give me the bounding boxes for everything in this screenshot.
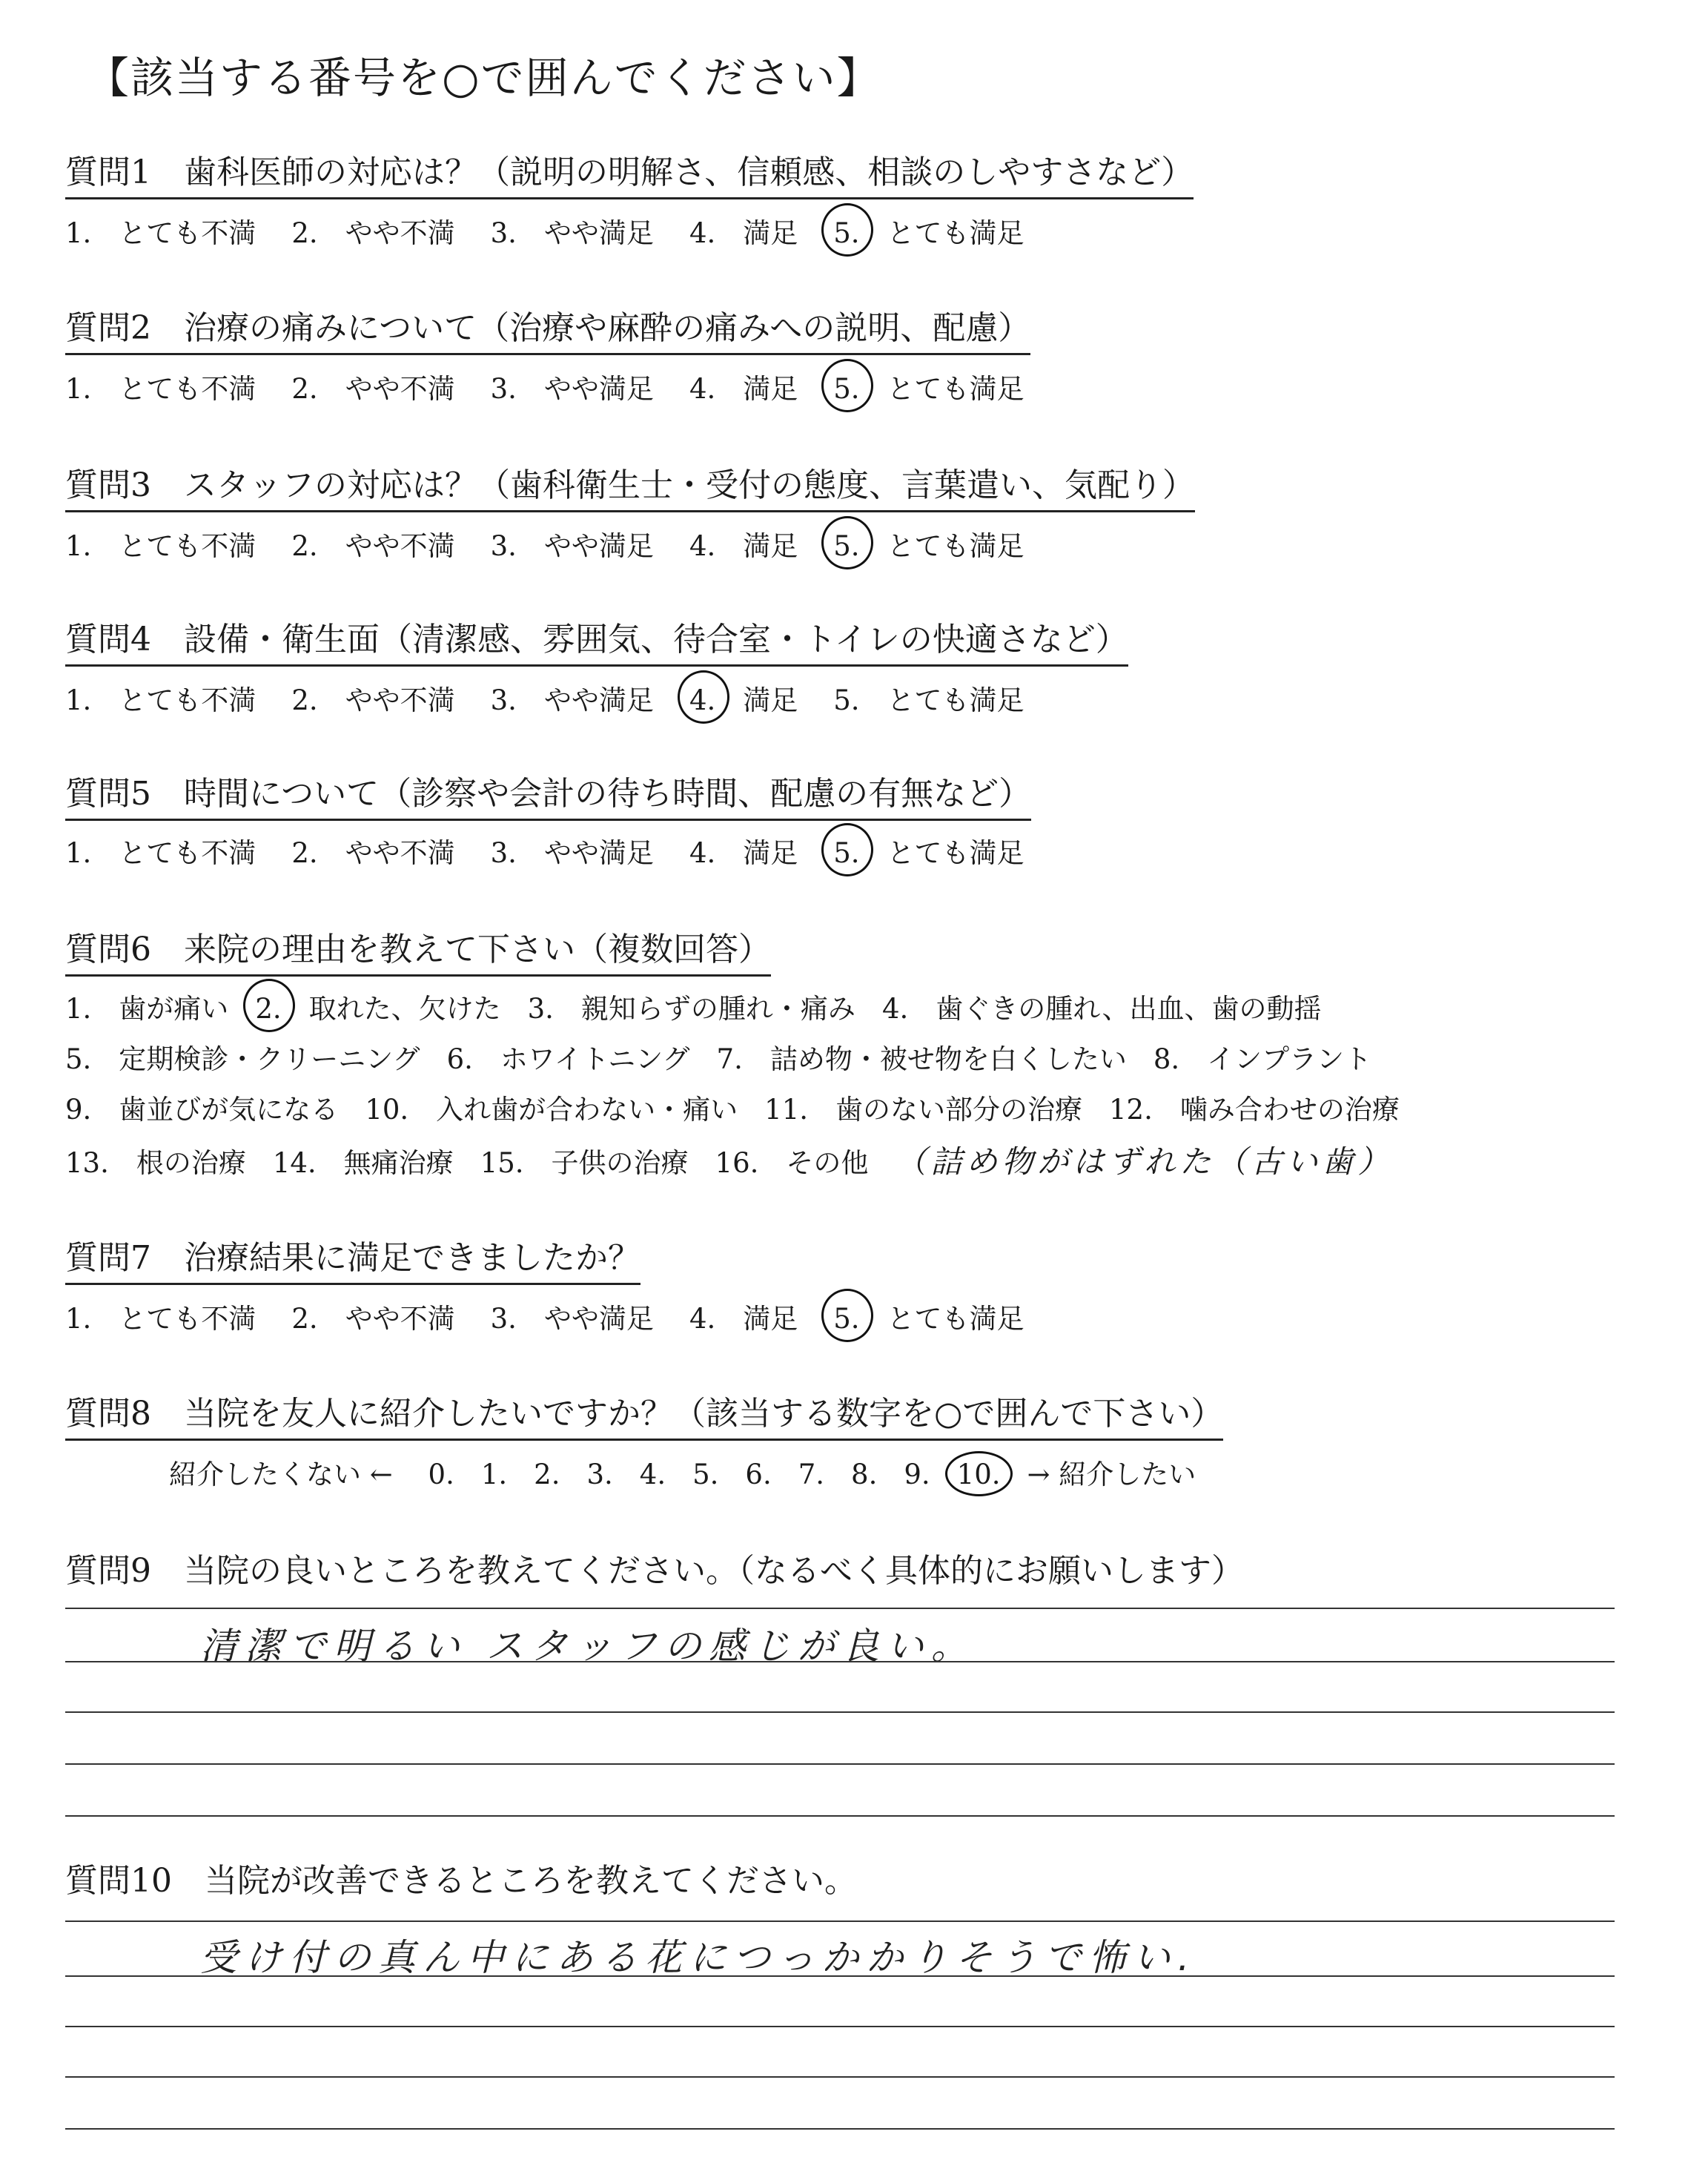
option-label: 2. 取れた、欠けた	[255, 993, 501, 1025]
option-label: 2. やや不満	[291, 1303, 455, 1335]
scale-number-label: 6.	[745, 1459, 772, 1490]
reason-15	[480, 1140, 689, 1180]
answer-line	[65, 1608, 1615, 1609]
page-title: 【該当する番号を○で囲んでください】	[86, 53, 881, 103]
option-label: 4. 満足	[689, 217, 798, 249]
question-6-title: 質問6 来院の理由を教えて下さい（複数回答）	[65, 922, 771, 977]
option-4	[689, 211, 798, 251]
scale-number-label: 0.	[428, 1459, 454, 1490]
answer-line	[65, 1661, 1615, 1662]
reason-7	[717, 1037, 1127, 1077]
option-2	[291, 1296, 454, 1336]
answer-line	[65, 1975, 1615, 1977]
option-label: 4. 満足	[689, 530, 798, 562]
reason-13	[65, 1140, 246, 1180]
option-label: 3. 親知らずの腫れ・痛み	[527, 993, 855, 1025]
option-3	[491, 678, 654, 718]
option-label: 5. とても満足	[833, 217, 1025, 249]
reason-11	[764, 1087, 1082, 1127]
option-label: 4. 歯ぐきの腫れ、出血、歯の動揺	[881, 993, 1322, 1025]
option-label: 3. やや満足	[490, 373, 654, 405]
scale-number	[745, 1459, 771, 1490]
option-label: 8. インプラント	[1153, 1043, 1372, 1075]
option-label: 5. とても満足	[833, 373, 1025, 405]
question-9-title: 質問9 当院の良いところを教えてください。（なるべく具体的にお願いします）	[65, 1552, 1244, 1590]
reason-9	[65, 1087, 338, 1127]
reason-12	[1109, 1087, 1400, 1127]
option-label: 5. とても満足	[833, 530, 1025, 562]
option-3	[491, 366, 654, 406]
scale-number-label: 8.	[851, 1459, 878, 1490]
question-5-title: 質問5 時間について（診察や会計の待ち時間、配慮の有無など）	[65, 767, 1031, 821]
question-6-reasons-row	[65, 1037, 1398, 1077]
option-label: 4. 満足	[689, 837, 798, 869]
question-6-reasons-row	[65, 986, 1348, 1026]
question-1-title: 質問1 歯科医師の対応は？（説明の明解さ、信頼感、相談のしやすさなど）	[65, 145, 1194, 199]
scale-number-label: 9.	[904, 1459, 930, 1490]
scale-number-label: 1.	[480, 1459, 508, 1490]
scale-number	[798, 1459, 824, 1490]
answer-line	[65, 2026, 1615, 2027]
option-5	[833, 1296, 1024, 1336]
scale-number	[957, 1459, 1001, 1490]
option-label: 3. やや満足	[490, 837, 654, 869]
option-label: 2. やや不満	[291, 530, 455, 562]
scale-number	[428, 1459, 454, 1490]
question-9-answer: 清潔で明るい スタッフの感じが良い。	[200, 1625, 976, 1668]
option-3	[491, 524, 654, 564]
question-10-title: 質問10 当院が改善できるところを教えてください。	[65, 1862, 857, 1900]
reason-14	[273, 1140, 454, 1180]
scale-number-label: 2.	[534, 1459, 560, 1490]
option-label: 11. 歯のない部分の治療	[764, 1094, 1082, 1126]
reason-4	[882, 986, 1322, 1026]
option-label: 1. とても不満	[65, 837, 256, 869]
option-5	[833, 830, 1024, 871]
option-label: 13. 根の治療	[65, 1147, 246, 1179]
option-label: 12. 噛み合わせの治療	[1109, 1094, 1400, 1126]
option-1	[65, 211, 256, 251]
reason-16	[715, 1140, 869, 1180]
option-1	[65, 524, 256, 564]
scale-number-label: 7.	[798, 1459, 825, 1490]
question-10-answer: 受け付の真ん中にある花につっかかりそうで怖い.	[200, 1936, 1197, 1979]
question-4-options	[65, 678, 1060, 718]
option-label: 3. やや満足	[490, 217, 654, 249]
option-4	[689, 366, 798, 406]
scale-left-label: 紹介したくない ←	[169, 1459, 393, 1490]
question-4-title: 質問4 設備・衛生面（清潔感、雰囲気、待合室・トイレの快適さなど）	[65, 612, 1128, 667]
option-2	[291, 211, 454, 251]
option-label: 2. やや不満	[291, 373, 455, 405]
option-label: 4. 満足	[689, 684, 798, 716]
answer-line	[65, 1763, 1615, 1765]
option-1	[65, 366, 256, 406]
question-6-reasons-row	[65, 1137, 1393, 1182]
option-label: 5. とても満足	[833, 684, 1025, 716]
option-4	[689, 1296, 798, 1336]
answer-line	[65, 2076, 1615, 2078]
option-5	[833, 366, 1024, 406]
scale-number-label: 5.	[692, 1459, 719, 1490]
question-2-title: 質問2 治療の痛みについて（治療や麻酔の痛みへの説明、配慮）	[65, 301, 1030, 355]
option-2	[291, 366, 454, 406]
answer-line	[65, 2128, 1615, 2130]
scale-number	[851, 1459, 877, 1490]
question-8-title: 質問8 当院を友人に紹介したいですか？（該当する数字を○で囲んで下さい）	[65, 1387, 1223, 1441]
reason-10	[365, 1087, 738, 1127]
question-5-options	[65, 830, 1060, 871]
option-label: 4. 満足	[689, 1303, 798, 1335]
option-4	[689, 830, 798, 871]
scale-number	[640, 1459, 666, 1490]
option-label: 3. やや満足	[490, 684, 654, 716]
scale-right-label: → 紹介したい	[1027, 1459, 1196, 1490]
option-label: 10. 入れ歯が合わない・痛い	[365, 1094, 738, 1126]
option-label: 5. とても満足	[833, 1303, 1025, 1335]
option-label: 1. とても不満	[65, 1303, 256, 1335]
option-5	[833, 678, 1024, 718]
option-2	[291, 524, 454, 564]
question-7-title: 質問7 治療結果に満足できましたか？	[65, 1231, 640, 1285]
option-label: 14. 無痛治療	[272, 1147, 454, 1179]
option-label: 3. やや満足	[490, 1303, 654, 1335]
scale-number-label: 10.	[956, 1459, 1001, 1490]
option-label: 1. 歯が痛い	[65, 993, 229, 1025]
option-label: 2. やや不満	[291, 217, 455, 249]
option-3	[491, 830, 654, 871]
option-label: 7. 詰め物・被せ物を白くしたい	[716, 1043, 1127, 1075]
option-2	[291, 678, 454, 718]
reason-5	[65, 1037, 420, 1077]
question-2-options	[65, 366, 1060, 406]
option-label: 6. ホワイトニング	[446, 1043, 690, 1075]
question-7-options	[65, 1296, 1060, 1336]
answer-line	[65, 1711, 1615, 1713]
option-label: 4. 満足	[689, 373, 798, 405]
option-label: 9. 歯並びが気になる	[65, 1094, 339, 1126]
option-label: 5. とても満足	[833, 837, 1025, 869]
reason-2	[255, 986, 500, 1026]
scale-number	[534, 1459, 560, 1490]
option-1	[65, 830, 256, 871]
reason-8	[1153, 1037, 1371, 1077]
other-reason-handwritten: （詰め物がはずれた（古い歯）	[895, 1143, 1394, 1180]
reason-6	[447, 1037, 690, 1077]
option-label: 5. 定期検診・クリーニング	[65, 1043, 420, 1075]
question-1-options	[65, 211, 1060, 251]
scale-number	[692, 1459, 718, 1490]
option-label: 1. とても不満	[65, 373, 256, 405]
option-label: 15. 子供の治療	[480, 1147, 689, 1179]
reason-3	[528, 986, 855, 1026]
option-4	[689, 524, 798, 564]
answer-line	[65, 1815, 1615, 1817]
question-3-options	[65, 524, 1060, 564]
scale-number	[481, 1459, 507, 1490]
scale-number	[586, 1459, 612, 1490]
option-label: 1. とても不満	[65, 530, 256, 562]
scale-number	[904, 1459, 930, 1490]
option-5	[833, 211, 1024, 251]
option-1	[65, 678, 256, 718]
option-2	[291, 830, 454, 871]
option-3	[491, 1296, 654, 1336]
option-1	[65, 1296, 256, 1336]
question-6-reasons-row	[65, 1087, 1426, 1127]
reason-1	[65, 986, 228, 1026]
answer-line	[65, 1920, 1615, 1922]
option-label: 1. とても不満	[65, 684, 256, 716]
option-label: 2. やや不満	[291, 684, 455, 716]
option-3	[491, 211, 654, 251]
option-5	[833, 524, 1024, 564]
option-4	[689, 678, 798, 718]
option-label: 1. とても不満	[65, 217, 256, 249]
option-label: 3. やや満足	[490, 530, 654, 562]
question-8-scale	[169, 1452, 1222, 1492]
option-label: 16. その他	[715, 1147, 869, 1179]
scale-number-label: 3.	[586, 1459, 613, 1490]
question-3-title: 質問3 スタッフの対応は？（歯科衛生士・受付の態度、言葉遣い、気配り）	[65, 458, 1195, 512]
option-label: 2. やや不満	[291, 837, 455, 869]
scale-number-label: 4.	[639, 1459, 666, 1490]
